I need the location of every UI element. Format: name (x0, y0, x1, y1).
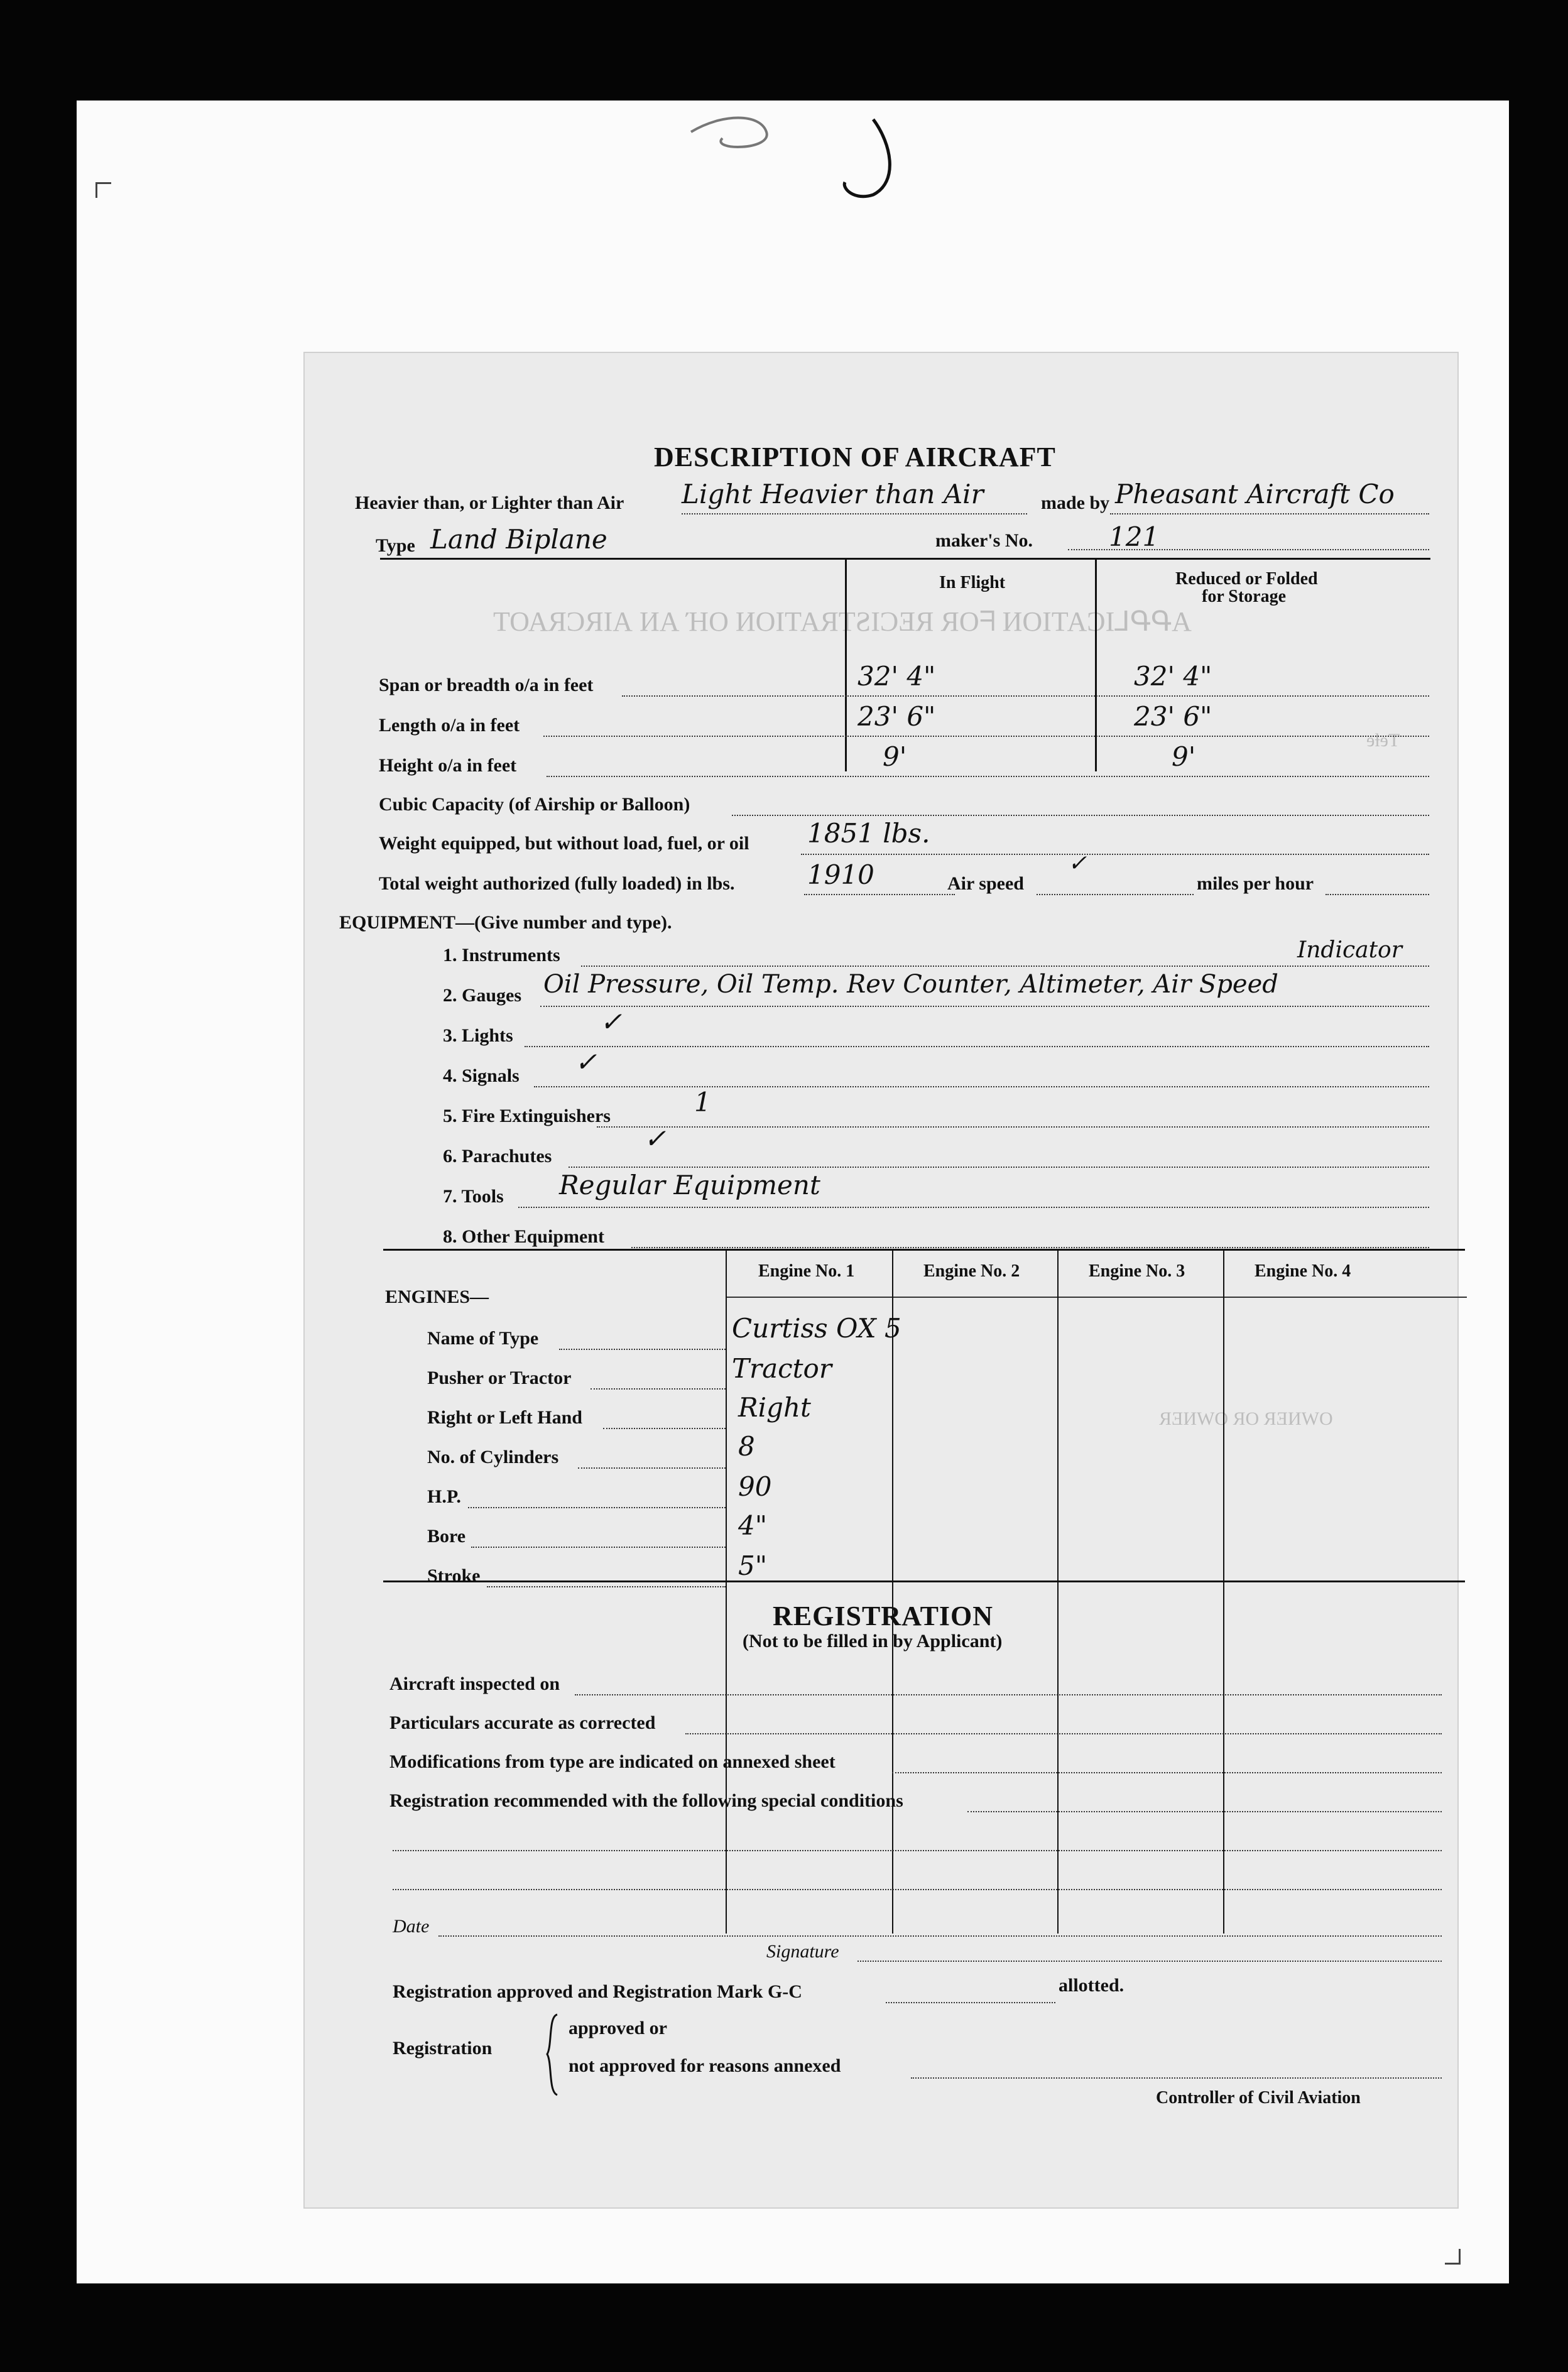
reg-line-label: Particulars accurate as corrected (389, 1712, 656, 1733)
controller-label: Controller of Civil Aviation (1156, 2088, 1361, 2108)
dimension-flight: 23' 6" (858, 701, 936, 732)
engine-row-label: Right or Left Hand (427, 1407, 582, 1428)
check-mark: ✓ (1068, 851, 1087, 876)
bleed-through-text: ЯƎИWO ЯO ЯƎИWO (1159, 1408, 1333, 1429)
engine-row-label: H.P. (427, 1486, 461, 1507)
total-weight-value: 1910 (807, 859, 874, 890)
allotted-label: allotted. (1059, 1975, 1124, 1996)
dimension-label: Height o/a in feet (379, 755, 517, 776)
engine-value: Right (738, 1392, 811, 1423)
approved-option: approved or (569, 2018, 667, 2038)
engine-value: 4" (738, 1510, 768, 1541)
column-rule (845, 558, 847, 771)
dimension-storage: 9' (1172, 741, 1196, 772)
bleed-through-text: ΤΟΑЯϽЯΙА ИА ΉО ИОΙТАЯТƧΙϽƎЯ ЯОᖷ ИОΙТАϽΙ⅃ԳԳА (493, 606, 1192, 637)
equipment-value: Oil Pressure, Oil Temp. Rev Counter, Altimeter, Air Speed (543, 970, 1278, 999)
made-by-value: Pheasant Aircraft Co (1115, 479, 1395, 509)
engine-col-header: Engine No. 1 (758, 1261, 855, 1281)
dotted-line (393, 1889, 1442, 1890)
engine-value: Tractor (732, 1353, 832, 1384)
mph-label: miles per hour (1197, 873, 1314, 894)
dotted-line (682, 513, 1027, 514)
dimension-label: Length o/a in feet (379, 715, 520, 736)
dimension-storage: 32' 4" (1134, 661, 1212, 692)
dotted-line (575, 1694, 1442, 1695)
dotted-line (685, 1733, 1442, 1734)
dimension-label: Span or breadth o/a in feet (379, 675, 594, 695)
column-rule (1057, 1249, 1059, 1934)
engine-row-label: Bore (427, 1526, 466, 1547)
dimension-storage: 23' 6" (1134, 701, 1212, 732)
column-rule (726, 1249, 727, 1934)
dotted-line (804, 894, 955, 895)
dotted-line (525, 1046, 1429, 1047)
crop-mark (1445, 2249, 1461, 2265)
rule (380, 558, 1430, 560)
dotted-line (438, 1935, 1442, 1937)
weight-label: Weight equipped, but without load, fuel, or oil (379, 833, 749, 854)
equipment-item: 2. Gauges (443, 985, 522, 1006)
aircraft-form (305, 353, 1457, 2207)
engine-value: 90 (738, 1471, 772, 1502)
engine-row-label: Stroke (427, 1565, 481, 1586)
dimension-flight: 32' 4" (858, 661, 936, 692)
brace (543, 2011, 562, 2099)
equipment-item: 6. Parachutes (443, 1146, 552, 1167)
makers-no-label: maker's No. (935, 530, 1033, 551)
registration-label: Registration (393, 2038, 493, 2059)
heavier-value: Light Heavier than Air (682, 479, 984, 509)
reg-line-label: Modifications from type are indicated on annexed sheet (389, 1751, 836, 1772)
equipment-value: ✓ (575, 1047, 597, 1077)
dotted-line (911, 2077, 1442, 2079)
dotted-line (1037, 894, 1194, 895)
dotted-line (1326, 894, 1429, 895)
heavier-label: Heavier than, or Lighter than Air (355, 492, 624, 513)
dotted-line (1110, 513, 1429, 514)
pencil-mark (685, 107, 923, 207)
rule (383, 1249, 1465, 1251)
engine-col-header: Engine No. 3 (1089, 1261, 1185, 1281)
cubic-label: Cubic Capacity (of Airship or Balloon) (379, 794, 690, 815)
dotted-line (540, 1006, 1429, 1007)
equipment-item: 8. Other Equipment (443, 1226, 604, 1247)
dotted-line (569, 1167, 1429, 1168)
equipment-value: ✓ (644, 1123, 667, 1154)
dotted-line (559, 1349, 726, 1350)
reg-line-label: Registration recommended with the following special conditions (389, 1790, 903, 1811)
type-label: Type (376, 535, 415, 556)
dotted-line (597, 1126, 1429, 1128)
column-rule (1095, 558, 1097, 771)
dotted-line (393, 1850, 1442, 1851)
col-in-flight: In Flight (939, 573, 1006, 592)
dotted-line (581, 966, 1429, 967)
equipment-value: 1 (694, 1087, 711, 1118)
dotted-line (801, 854, 1429, 855)
equipment-item: 3. Lights (443, 1025, 513, 1046)
equipment-item: 4. Signals (443, 1065, 520, 1086)
dotted-line (858, 1961, 1442, 1962)
engine-row-label: Pusher or Tractor (427, 1368, 572, 1388)
dotted-line (471, 1547, 726, 1548)
reg-line-label: Aircraft inspected on (389, 1673, 560, 1694)
made-by-label: made by (1041, 492, 1110, 513)
equipment-item: 1. Instruments (443, 945, 560, 966)
dotted-line (547, 776, 1429, 777)
crop-mark (95, 182, 111, 198)
engine-row-label: Name of Type (427, 1328, 539, 1349)
registration-title: REGISTRATION (773, 1601, 994, 1631)
dotted-line (967, 1811, 1442, 1812)
dotted-line (487, 1586, 726, 1587)
airspeed-label: Air speed (947, 873, 1024, 894)
signature-label: Signature (766, 1941, 839, 1962)
dotted-line (631, 1247, 1429, 1248)
column-rule (892, 1249, 893, 1934)
equipment-item: 5. Fire Extinguishers (443, 1106, 611, 1126)
date-label: Date (393, 1916, 430, 1937)
dotted-line (578, 1467, 726, 1469)
col-storage: for Storage (1202, 587, 1286, 606)
not-approved-option: not approved for reasons annexed (569, 2055, 841, 2076)
col-reduced: Reduced or Folded (1175, 569, 1318, 589)
dotted-line (518, 1207, 1429, 1208)
engines-label: ENGINES— (385, 1287, 489, 1307)
dotted-line (732, 815, 1429, 816)
equipment-value: Regular Equipment (559, 1170, 820, 1200)
dotted-line (468, 1507, 726, 1508)
form-title: DESCRIPTION OF AIRCRAFT (654, 442, 1056, 472)
dotted-line (886, 2002, 1055, 2003)
weight-value: 1851 lbs. (807, 818, 930, 849)
engine-row-label: No. of Cylinders (427, 1447, 559, 1467)
makers-no-value: 121 (1109, 521, 1160, 552)
approved-label: Registration approved and Registration Mark G-C (393, 1981, 802, 2002)
dotted-line (543, 736, 1429, 737)
equipment-item: 7. Tools (443, 1186, 504, 1207)
engine-col-header: Engine No. 4 (1255, 1261, 1351, 1281)
dotted-line (892, 1772, 1442, 1773)
equipment-label: EQUIPMENT—(Give number and type). (339, 912, 672, 933)
column-rule (1223, 1249, 1224, 1934)
dotted-line (622, 695, 1429, 697)
engine-col-header: Engine No. 2 (923, 1261, 1020, 1281)
dimension-flight: 9' (883, 741, 907, 772)
type-value: Land Biplane (430, 524, 607, 555)
engine-value: 5" (738, 1550, 768, 1581)
registration-subtitle: (Not to be filled in by Applicant) (743, 1631, 1003, 1651)
gauges-extra: Indicator (1297, 937, 1402, 963)
dotted-line (603, 1428, 726, 1429)
dotted-line (591, 1388, 726, 1390)
engine-value: 8 (738, 1431, 755, 1462)
rule (383, 1580, 1465, 1582)
dotted-line (534, 1086, 1429, 1087)
engine-value: Curtiss OX 5 (732, 1313, 901, 1344)
bleed-through-text: ɘƚɘT (1366, 730, 1400, 751)
rule (726, 1297, 1467, 1298)
total-weight-label: Total weight authorized (fully loaded) in lbs. (379, 873, 735, 894)
equipment-value: ✓ (600, 1006, 623, 1037)
